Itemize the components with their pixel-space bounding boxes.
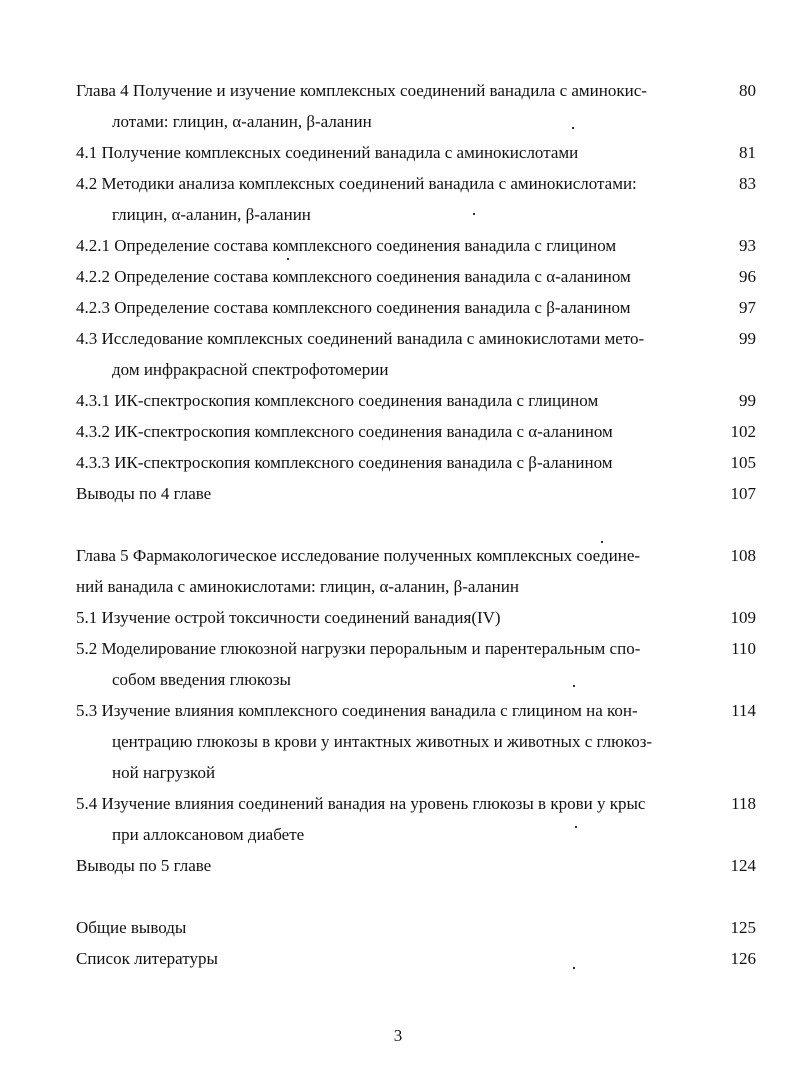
- toc-entry-page: 83: [739, 174, 756, 193]
- toc-entry-title: [76, 75, 716, 137]
- toc-entry-continuation: ний ванадила с аминокислотами: глицин, α-аланин, β-аланин: [76, 577, 519, 596]
- table-of-contents: [0, 75, 796, 974]
- toc-entry-title: [76, 416, 716, 447]
- toc-entry-title: [76, 695, 716, 788]
- toc-entry-title: [76, 137, 716, 168]
- toc-entry-title: [76, 168, 716, 230]
- toc-entry-page: 124: [730, 856, 756, 875]
- toc-entry-continuation: центрацию глюкозы в крови у интактных животных и животных с глюкоз-: [112, 732, 653, 751]
- toc-entry-line: 4.2.1 Определение состава комплексного соединения ванадила с глицином: [76, 236, 617, 255]
- toc-entry-page: 99: [739, 391, 756, 410]
- section-gap: [0, 881, 796, 912]
- toc-entry-page: 114: [731, 701, 756, 720]
- toc-entry-line: 5.4 Изучение влияния соединений ванадия на уровень глюкозы в крови у крыс: [76, 794, 646, 813]
- toc-entry: [0, 850, 796, 881]
- toc-entry-page: 110: [731, 639, 756, 658]
- scan-speck: [573, 685, 575, 687]
- toc-entry-title: [76, 292, 716, 323]
- toc-entry-line: 4.2.2 Определение состава комплексного соединения ванадила с α-аланином: [76, 267, 631, 286]
- toc-entry: [0, 540, 796, 602]
- toc-entry-title: [76, 478, 716, 509]
- toc-entry-line: Общие выводы: [76, 918, 187, 937]
- toc-entry: [0, 695, 796, 788]
- toc-entry-title: [76, 602, 716, 633]
- toc-entry-page: 109: [730, 608, 756, 627]
- toc-entry-continuation: собом введения глюкозы: [112, 670, 291, 689]
- toc-entry: [0, 261, 796, 292]
- toc-entry-line: 5.1 Изучение острой токсичности соединений ванадия(IV): [76, 608, 501, 627]
- toc-entry-title: [76, 323, 716, 385]
- toc-entry-title: [76, 385, 716, 416]
- toc-entry-page: 96: [739, 267, 756, 286]
- toc-entry-page: 118: [731, 794, 756, 813]
- toc-entry: [0, 912, 796, 943]
- toc-entry: [0, 943, 796, 974]
- toc-entry: [0, 230, 796, 261]
- toc-entry-page: 102: [730, 422, 756, 441]
- toc-entry: [0, 323, 796, 385]
- toc-entry: [0, 416, 796, 447]
- toc-entry-title: [76, 540, 716, 602]
- toc-entry-page: 125: [730, 918, 756, 937]
- toc-entry-line: Выводы по 5 главе: [76, 856, 212, 875]
- toc-entry-line: 5.2 Моделирование глюкозной нагрузки пероральным и парентеральным спо-: [76, 639, 641, 658]
- toc-entry: [0, 602, 796, 633]
- toc-entry-line: 4.2.3 Определение состава комплексного соединения ванадила с β-аланином: [76, 298, 631, 317]
- toc-entry: [0, 447, 796, 478]
- section-gap: [0, 509, 796, 540]
- toc-entry-page: 108: [730, 546, 756, 565]
- toc-entry-line: Список литературы: [76, 949, 218, 968]
- toc-entry-continuation: лотами: глицин, α-аланин, β-аланин: [112, 112, 372, 131]
- toc-entry: [0, 168, 796, 230]
- toc-entry-page: 105: [730, 453, 756, 472]
- scan-speck: [573, 967, 575, 969]
- toc-entry-line: 4.3.2 ИК-спектроскопия комплексного соединения ванадила с α-аланином: [76, 422, 613, 441]
- toc-entry: [0, 292, 796, 323]
- toc-entry-continuation: ной нагрузкой: [112, 763, 216, 782]
- toc-entry-line: Глава 5 Фармакологическое исследование полученных комплексных соедине-: [76, 546, 641, 565]
- toc-entry-title: [76, 261, 716, 292]
- toc-entry: [0, 137, 796, 168]
- toc-entry-line: 5.3 Изучение влияния комплексного соединения ванадила с глицином на кон-: [76, 701, 638, 720]
- toc-entry-page: 99: [739, 329, 756, 348]
- toc-entry-line: Выводы по 4 главе: [76, 484, 212, 503]
- toc-entry-title: [76, 230, 716, 261]
- toc-entry-page: 97: [739, 298, 756, 317]
- toc-entry-line: Глава 4 Получение и изучение комплексных соединений ванадила с аминокис-: [76, 81, 647, 100]
- toc-entry-line: 4.3.1 ИК-спектроскопия комплексного соединения ванадила с глицином: [76, 391, 599, 410]
- scan-speck: [287, 258, 289, 260]
- toc-entry-line: 4.2 Методики анализа комплексных соединений ванадила с аминокислотами:: [76, 174, 637, 193]
- toc-entry-line: 4.3.3 ИК-спектроскопия комплексного соединения ванадила с β-аланином: [76, 453, 613, 472]
- toc-entry-title: [76, 943, 716, 974]
- toc-entry-continuation: дом инфракрасной спектрофотомерии: [112, 360, 389, 379]
- toc-entry-line: 4.3 Исследование комплексных соединений ванадила с аминокислотами мето-: [76, 329, 645, 348]
- scan-speck: [473, 213, 475, 215]
- toc-entry: [0, 788, 796, 850]
- page-number: 3: [393, 1026, 403, 1045]
- scan-speck: [575, 826, 577, 828]
- toc-entry-page: 126: [730, 949, 756, 968]
- toc-entry-page: 93: [739, 236, 756, 255]
- toc-entry-continuation: глицин, α-аланин, β-аланин: [112, 205, 311, 224]
- toc-entry: [0, 478, 796, 509]
- toc-entry: [0, 385, 796, 416]
- scan-speck: [572, 127, 574, 129]
- toc-entry-page: 81: [739, 143, 756, 162]
- toc-entry-title: [76, 633, 716, 695]
- toc-entry-page: 107: [730, 484, 756, 503]
- toc-entry-line: 4.1 Получение комплексных соединений ванадила с аминокислотами: [76, 143, 579, 162]
- toc-entry-title: [76, 912, 716, 943]
- toc-entry-title: [76, 447, 716, 478]
- toc-entry: [0, 75, 796, 137]
- toc-entry-continuation: при аллоксановом диабете: [112, 825, 305, 844]
- toc-entry-page: 80: [739, 81, 756, 100]
- scan-speck: [601, 541, 603, 543]
- toc-entry-title: [76, 788, 716, 850]
- toc-entry-title: [76, 850, 716, 881]
- toc-entry: [0, 633, 796, 695]
